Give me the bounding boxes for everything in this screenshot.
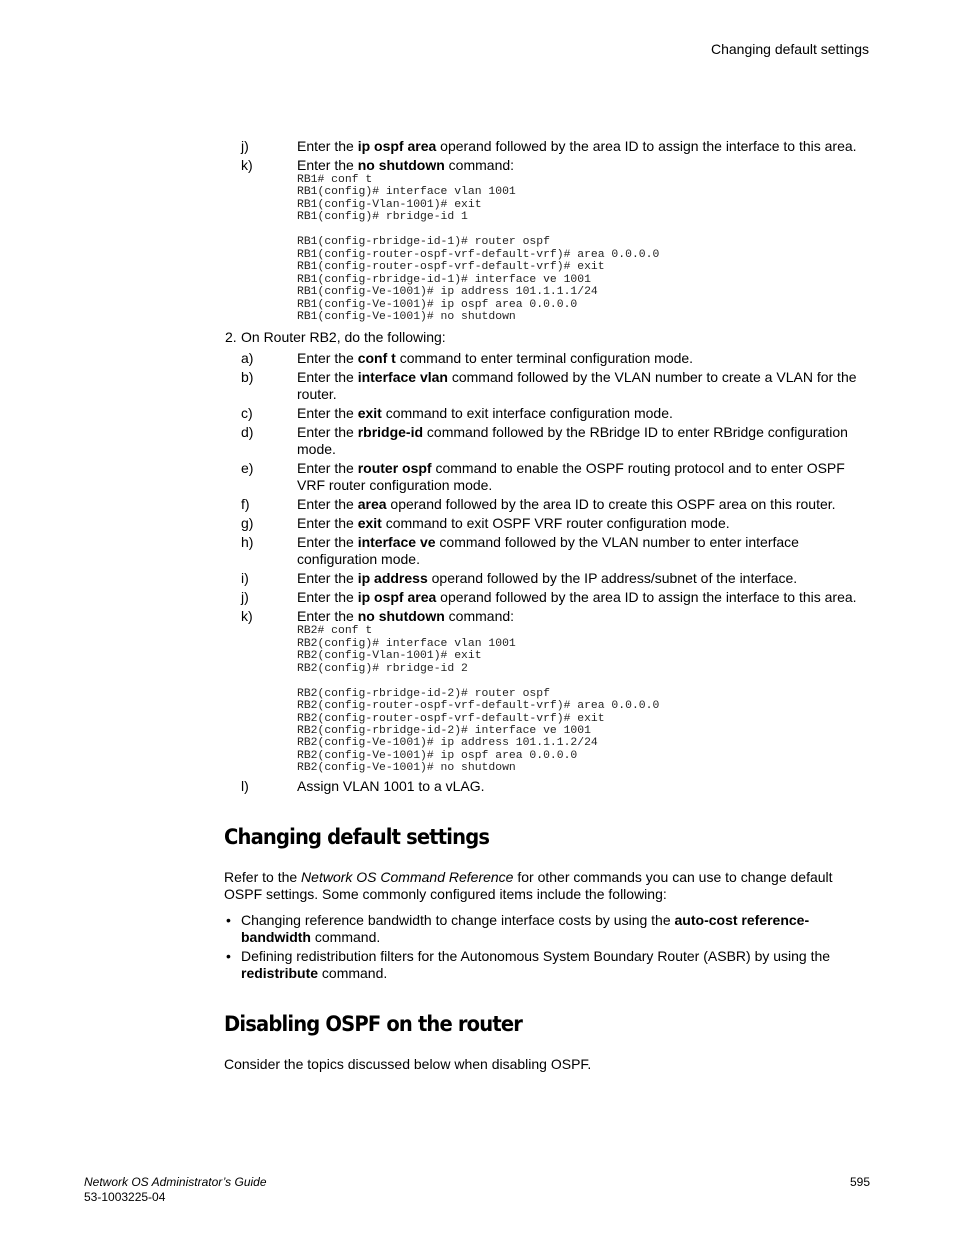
command-name: ip ospf area [357, 138, 437, 154]
step-number: 2. [225, 329, 237, 346]
bullet-marker: • [226, 948, 231, 964]
step-text: Enter the ip ospf area operand followed by the area ID to assign the interface to this area. [297, 138, 857, 154]
code-line: RB1(config-router-ospf-vrf-default-vrf)# area 0.0.0.0 [297, 248, 660, 261]
code-line: RB1# conf t [297, 174, 373, 186]
section-heading-disabling-ospf: Disabling OSPF on the router [224, 1012, 523, 1036]
step-item [0, 405, 954, 422]
code-example-rb2 [0, 625, 954, 774]
step-label: h) [241, 534, 254, 551]
bullet-text: Changing reference bandwidth to change interface costs by using the auto-cost reference-bandwidth command. [241, 912, 810, 945]
step-text: Enter the interface ve command followed by the VLAN number to enter interface configuration mode. [297, 534, 799, 568]
bullet-item [224, 912, 864, 946]
procedure-steps [0, 138, 954, 797]
step-item [0, 778, 954, 795]
running-header: Changing default settings [711, 41, 869, 57]
code-line: RB2(config)# interface vlan 1001 [297, 637, 516, 650]
step-item [0, 424, 954, 458]
step-text: Enter the interface vlan command followed by the VLAN number to create a VLAN for the router. [297, 369, 857, 403]
step-item [0, 369, 954, 403]
step-text: Enter the router ospf command to enable the OSPF routing protocol and to enter OSPF VRF router configuration mode. [297, 460, 845, 494]
footer-doc-number: 53-1003225-04 [84, 1190, 166, 1204]
step-item [0, 329, 954, 346]
step-label: k) [241, 157, 253, 173]
code-line: RB2(config-router-ospf-vrf-default-vrf)# exit [297, 712, 605, 725]
document-reference: Network OS Command Reference [301, 869, 514, 885]
section-intro-paragraph: Refer to the Network OS Command Reference for other commands you can use to change default OSPF settings. Some commonly configured items include the following: [224, 869, 833, 902]
code-line: RB2(config)# rbridge-id 2 [297, 662, 468, 675]
page-number: 595 [849, 1175, 870, 1189]
step-item [0, 460, 954, 494]
command-name: exit [357, 515, 382, 532]
command-name: ip address [357, 570, 428, 587]
step-text: Enter the exit command to exit OSPF VRF router configuration mode. [297, 515, 730, 532]
code-line: RB2(config-rbridge-id-2)# router ospf [297, 687, 550, 700]
step-label: d) [241, 424, 254, 441]
step-item [0, 608, 954, 625]
step-text: Enter the ip address operand followed by the IP address/subnet of the interface. [297, 570, 798, 587]
step-label: f) [241, 496, 250, 513]
command-name: router ospf [357, 460, 432, 477]
step-text: Enter the area operand followed by the area ID to create this OSPF area on this router. [297, 496, 836, 513]
command-name: area [357, 496, 387, 513]
step-item [0, 570, 954, 587]
bullet-text: Defining redistribution filters for the Autonomous System Boundary Router (ASBR) by using the redistribute command. [241, 948, 831, 981]
code-line: RB1(config-rbridge-id-1)# router ospf [297, 236, 550, 249]
command-name: rbridge-id [357, 424, 424, 441]
code-line: RB1(config-Vlan-1001)# exit [297, 198, 482, 211]
step-label: g) [241, 515, 254, 532]
step-item [0, 157, 954, 174]
step-item [0, 515, 954, 532]
step-item [0, 589, 954, 606]
step-label: j) [241, 138, 249, 154]
step-item [0, 534, 954, 568]
code-line: RB1(config)# interface vlan 1001 [297, 186, 516, 199]
command-name: auto-cost reference-bandwidth [241, 912, 810, 945]
section-paragraph: Consider the topics discussed below when disabling OSPF. [224, 1056, 592, 1072]
step-label: b) [241, 369, 254, 386]
command-name: interface ve [357, 534, 436, 551]
command-name: redistribute [241, 965, 319, 981]
step-label: a) [241, 350, 254, 367]
step-text: Enter the no shutdown command: [297, 157, 515, 173]
command-name: interface vlan [357, 369, 448, 386]
step-item [0, 138, 954, 155]
step-text: Enter the no shutdown command: [297, 608, 515, 625]
step-text: Enter the exit command to exit interface configuration mode. [297, 405, 673, 422]
command-name: conf t [357, 350, 396, 367]
step-label: i) [241, 570, 249, 587]
code-line: RB1(config-Ve-1001)# ip address 101.1.1.1/24 [297, 286, 598, 299]
command-name: no shutdown [357, 157, 445, 173]
page-footer [84, 1175, 267, 1205]
step-label: l) [241, 777, 249, 794]
step-label: c) [241, 405, 253, 422]
step-text: Enter the ip ospf area operand followed by the area ID to assign the interface to this area. [297, 589, 857, 606]
code-line: RB1(config-Ve-1001)# no shutdown [297, 310, 516, 323]
section-heading-changing-defaults: Changing default settings [224, 825, 490, 849]
code-line: RB1(config)# rbridge-id 1 [297, 211, 468, 224]
footer-doc-title: Network OS Administrator’s Guide [84, 1175, 267, 1189]
step-label: j) [241, 589, 249, 606]
step-item [0, 496, 954, 513]
code-line: RB2(config-Ve-1001)# ip address 101.1.1.2/24 [297, 737, 598, 750]
code-line: RB2(config-Vlan-1001)# exit [297, 650, 482, 663]
code-line: RB2# conf t [297, 625, 373, 638]
code-line: RB1(config-rbridge-id-1)# interface ve 1001 [297, 273, 591, 286]
bullet-item [224, 948, 864, 982]
step-item [0, 350, 954, 367]
code-line: RB2(config-router-ospf-vrf-default-vrf)# area 0.0.0.0 [297, 700, 660, 713]
command-name: no shutdown [357, 608, 445, 625]
step-text: Assign VLAN 1001 to a vLAG. [297, 777, 485, 794]
code-line: RB2(config-rbridge-id-2)# interface ve 1001 [297, 725, 591, 738]
step-label: e) [241, 460, 254, 477]
step-text: On Router RB2, do the following: [241, 329, 446, 346]
step-text: Enter the conf t command to enter terminal configuration mode. [297, 350, 694, 367]
code-line: RB1(config-router-ospf-vrf-default-vrf)# exit [297, 261, 605, 274]
command-name: exit [357, 405, 382, 422]
step-text: Enter the rbridge-id command followed by the RBridge ID to enter RBridge configuration mode. [297, 424, 848, 458]
code-line: RB2(config-Ve-1001)# ip ospf area 0.0.0.0 [297, 749, 578, 762]
step-label: k) [241, 608, 253, 625]
code-example-rb1 [0, 174, 954, 323]
code-line: RB2(config-Ve-1001)# no shutdown [297, 762, 516, 775]
code-line: RB1(config-Ve-1001)# ip ospf area 0.0.0.0 [297, 298, 578, 311]
bullet-marker: • [226, 912, 231, 928]
command-name: ip ospf area [357, 589, 437, 606]
